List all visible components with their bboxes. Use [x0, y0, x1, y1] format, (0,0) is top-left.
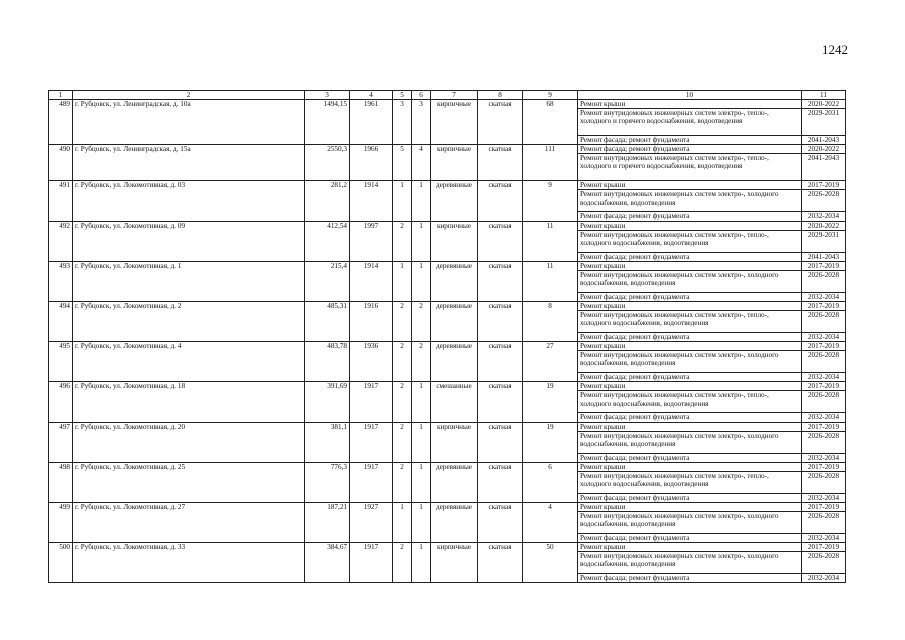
build-year: 1966: [350, 145, 393, 181]
residents: 27: [523, 342, 578, 382]
work-years: 2029-2031: [802, 230, 846, 252]
work-name: Ремонт фасада; ремонт фундамента: [578, 292, 802, 301]
work-years: 2032-2034: [802, 574, 846, 583]
column-number: 7: [431, 91, 478, 100]
total-area: 384,67: [305, 543, 350, 583]
row-number: 495: [49, 342, 73, 382]
row-number: 489: [49, 100, 73, 145]
build-year: 1917: [350, 382, 393, 422]
work-years: 2017-2019: [802, 181, 846, 190]
work-years: 2029-2031: [802, 109, 846, 136]
work-years: 2032-2034: [802, 413, 846, 422]
total-area: 281,2: [305, 181, 350, 221]
table-row: [49, 145, 846, 154]
work-years: 2017-2019: [802, 422, 846, 431]
wall-material: деревянные: [431, 342, 478, 382]
residents: 4: [523, 502, 578, 542]
roof-type: скатная: [478, 181, 523, 221]
work-name: Ремонт внутридомовых инженерных систем электро-, тепло-, холодного и горячего водоснабжения, водоотведения: [578, 154, 802, 181]
work-name: Ремонт фасада; ремонт фундамента: [578, 453, 802, 462]
row-number: 498: [49, 462, 73, 502]
roof-type: скатная: [478, 261, 523, 301]
address: г. Рубцовск, ул. Ленинградская, д. 10а: [73, 100, 305, 145]
wall-material: деревянные: [431, 301, 478, 341]
build-year: 1961: [350, 100, 393, 145]
build-year: 1914: [350, 261, 393, 301]
build-year: 1936: [350, 342, 393, 382]
work-years: 2017-2019: [802, 261, 846, 270]
table-row: [49, 221, 846, 230]
build-year: 1997: [350, 221, 393, 261]
column-number: 6: [412, 91, 431, 100]
residents: 50: [523, 543, 578, 583]
entrances: 4: [412, 145, 431, 181]
entrances: 1: [412, 502, 431, 542]
table-row: [49, 422, 846, 431]
work-name: Ремонт фасада; ремонт фундамента: [578, 333, 802, 342]
work-years: 2020-2022: [802, 100, 846, 109]
roof-type: скатная: [478, 382, 523, 422]
table-row: [49, 301, 846, 310]
floors: 2: [393, 462, 412, 502]
address: г. Рубцовск, ул. Локомотивная, д. 18: [73, 382, 305, 422]
wall-material: кирпичные: [431, 145, 478, 181]
roof-type: скатная: [478, 422, 523, 462]
address: г. Рубцовск, ул. Локомотивная, д. 25: [73, 462, 305, 502]
residents: 11: [523, 261, 578, 301]
floors: 1: [393, 181, 412, 221]
table-row: [49, 502, 846, 511]
wall-material: кирпичные: [431, 543, 478, 583]
work-years: 2017-2019: [802, 543, 846, 552]
work-years: 2026-2028: [802, 552, 846, 574]
work-name: Ремонт крыши: [578, 502, 802, 511]
total-area: 391,69: [305, 382, 350, 422]
work-name: Ремонт крыши: [578, 181, 802, 190]
residents: 19: [523, 422, 578, 462]
work-years: 2032-2034: [802, 493, 846, 502]
total-area: 412,54: [305, 221, 350, 261]
work-name: Ремонт крыши: [578, 462, 802, 471]
housing-repair-table: [48, 90, 846, 583]
work-name: Ремонт крыши: [578, 543, 802, 552]
work-years: 2020-2022: [802, 145, 846, 154]
work-years: 2026-2028: [802, 431, 846, 453]
work-years: 2026-2028: [802, 270, 846, 292]
work-years: 2017-2019: [802, 462, 846, 471]
row-number: 499: [49, 502, 73, 542]
residents: 19: [523, 382, 578, 422]
column-number: 1: [49, 91, 73, 100]
residents: 8: [523, 301, 578, 341]
column-number: 4: [350, 91, 393, 100]
row-number: 497: [49, 422, 73, 462]
row-number: 493: [49, 261, 73, 301]
work-name: Ремонт фасада; ремонт фундамента: [578, 212, 802, 221]
entrances: 1: [412, 181, 431, 221]
total-area: 483,78: [305, 342, 350, 382]
floors: 2: [393, 342, 412, 382]
build-year: 1917: [350, 422, 393, 462]
address: г. Рубцовск, ул. Локомотивная, д. 03: [73, 181, 305, 221]
work-name: Ремонт внутридомовых инженерных систем электро-, тепло-, холодного водоснабжения, водоотведения: [578, 391, 802, 413]
work-name: Ремонт внутридомовых инженерных систем электро-, холодного водоснабжения, водоотведения: [578, 431, 802, 453]
work-name: Ремонт внутридомовых инженерных систем электро-, тепло-, холодного и горячего водоснабжения, водоотведения: [578, 109, 802, 136]
work-name: Ремонт крыши: [578, 382, 802, 391]
row-number: 500: [49, 543, 73, 583]
work-name: Ремонт фасада; ремонт фундамента: [578, 493, 802, 502]
column-number: 5: [393, 91, 412, 100]
work-years: 2026-2028: [802, 311, 846, 333]
work-years: 2017-2019: [802, 502, 846, 511]
work-name: Ремонт внутридомовых инженерных систем электро-, тепло-, холодного водоснабжения, водоотведения: [578, 230, 802, 252]
table-row: [49, 342, 846, 351]
wall-material: кирпичные: [431, 221, 478, 261]
page-number: 1242: [822, 42, 848, 57]
work-years: 2017-2019: [802, 301, 846, 310]
table-row: [49, 543, 846, 552]
address: г. Рубцовск, ул. Локомотивная, д. 33: [73, 543, 305, 583]
work-years: 2032-2034: [802, 453, 846, 462]
build-year: 1914: [350, 181, 393, 221]
address: г. Рубцовск, ул. Ленинградская, д. 15а: [73, 145, 305, 181]
work-name: Ремонт крыши: [578, 342, 802, 351]
work-years: 2017-2019: [802, 382, 846, 391]
row-number: 491: [49, 181, 73, 221]
address: г. Рубцовск, ул. Локомотивная, д. 09: [73, 221, 305, 261]
table-body: [49, 91, 846, 583]
work-name: Ремонт внутридомовых инженерных систем электро-, холодного водоснабжения, водоотведения: [578, 351, 802, 373]
residents: 9: [523, 181, 578, 221]
wall-material: смешанные: [431, 382, 478, 422]
floors: 2: [393, 221, 412, 261]
work-years: 2032-2034: [802, 373, 846, 382]
work-years: 2026-2028: [802, 391, 846, 413]
total-area: 381,1: [305, 422, 350, 462]
entrances: 1: [412, 543, 431, 583]
work-name: Ремонт фасада; ремонт фундамента: [578, 413, 802, 422]
address: г. Рубцовск, ул. Локомотивная, д. 2: [73, 301, 305, 341]
column-number: 3: [305, 91, 350, 100]
floors: 2: [393, 422, 412, 462]
total-area: 485,31: [305, 301, 350, 341]
total-area: 187,21: [305, 502, 350, 542]
work-years: 2026-2028: [802, 351, 846, 373]
roof-type: скатная: [478, 221, 523, 261]
entrances: 1: [412, 422, 431, 462]
wall-material: деревянные: [431, 502, 478, 542]
column-number-row: [49, 91, 846, 100]
work-name: Ремонт внутридомовых инженерных систем электро-, тепло-, холодного водоснабжения, водоотведения: [578, 471, 802, 493]
entrances: 1: [412, 261, 431, 301]
wall-material: кирпичные: [431, 422, 478, 462]
residents: 68: [523, 100, 578, 145]
floors: 1: [393, 502, 412, 542]
table-row: [49, 100, 846, 109]
wall-material: кирпичные: [431, 100, 478, 145]
work-name: Ремонт фасада; ремонт фундамента: [578, 252, 802, 261]
roof-type: скатная: [478, 301, 523, 341]
work-name: Ремонт внутридомовых инженерных систем электро-, тепло-, холодного водоснабжения, водоотведения: [578, 311, 802, 333]
work-name: Ремонт фасада; ремонт фундамента: [578, 136, 802, 145]
work-years: 2026-2028: [802, 190, 846, 212]
roof-type: скатная: [478, 543, 523, 583]
work-years: 2041-2043: [802, 252, 846, 261]
roof-type: скатная: [478, 462, 523, 502]
entrances: 1: [412, 462, 431, 502]
residents: 11: [523, 221, 578, 261]
roof-type: скатная: [478, 145, 523, 181]
column-number: 9: [523, 91, 578, 100]
work-years: 2032-2034: [802, 212, 846, 221]
total-area: 215,4: [305, 261, 350, 301]
address: г. Рубцовск, ул. Локомотивная, д. 4: [73, 342, 305, 382]
work-name: Ремонт фасада; ремонт фундамента: [578, 373, 802, 382]
total-area: 2550,3: [305, 145, 350, 181]
work-years: 2026-2028: [802, 471, 846, 493]
roof-type: скатная: [478, 342, 523, 382]
row-number: 494: [49, 301, 73, 341]
wall-material: деревянные: [431, 462, 478, 502]
floors: 1: [393, 261, 412, 301]
work-years: 2032-2034: [802, 333, 846, 342]
entrances: 1: [412, 221, 431, 261]
column-number: 8: [478, 91, 523, 100]
work-years: 2017-2019: [802, 342, 846, 351]
work-years: 2026-2028: [802, 511, 846, 533]
work-years: 2032-2034: [802, 533, 846, 542]
residents: 111: [523, 145, 578, 181]
work-years: 2032-2034: [802, 292, 846, 301]
entrances: 1: [412, 382, 431, 422]
row-number: 490: [49, 145, 73, 181]
build-year: 1917: [350, 462, 393, 502]
work-name: Ремонт фасада; ремонт фундамента: [578, 533, 802, 542]
floors: 2: [393, 301, 412, 341]
address: г. Рубцовск, ул. Локомотивная, д. 27: [73, 502, 305, 542]
build-year: 1927: [350, 502, 393, 542]
table-row: [49, 382, 846, 391]
work-name: Ремонт внутридомовых инженерных систем электро-, холодного водоснабжения, водоотведения: [578, 270, 802, 292]
work-name: Ремонт внутридомовых инженерных систем электро-, холодного водоснабжения, водоотведения: [578, 511, 802, 533]
work-name: Ремонт крыши: [578, 221, 802, 230]
work-name: Ремонт фасада; ремонт фундамента: [578, 145, 802, 154]
total-area: 1494,15: [305, 100, 350, 145]
address: г. Рубцовск, ул. Локомотивная, д. 20: [73, 422, 305, 462]
roof-type: скатная: [478, 100, 523, 145]
work-name: Ремонт крыши: [578, 301, 802, 310]
work-name: Ремонт внутридомовых инженерных систем электро-, холодного водоснабжения, водоотведения: [578, 190, 802, 212]
table-row: [49, 181, 846, 190]
entrances: 2: [412, 342, 431, 382]
work-name: Ремонт фасада; ремонт фундамента: [578, 574, 802, 583]
entrances: 3: [412, 100, 431, 145]
work-name: Ремонт крыши: [578, 100, 802, 109]
row-number: 492: [49, 221, 73, 261]
floors: 5: [393, 145, 412, 181]
work-years: 2041-2043: [802, 136, 846, 145]
total-area: 776,3: [305, 462, 350, 502]
work-name: Ремонт внутридомовых инженерных систем электро-, холодного водоснабжения, водоотведения: [578, 552, 802, 574]
column-number: 10: [578, 91, 802, 100]
table-row: [49, 462, 846, 471]
entrances: 2: [412, 301, 431, 341]
row-number: 496: [49, 382, 73, 422]
wall-material: деревянные: [431, 181, 478, 221]
work-name: Ремонт крыши: [578, 422, 802, 431]
column-number: 11: [802, 91, 846, 100]
residents: 6: [523, 462, 578, 502]
floors: 3: [393, 100, 412, 145]
wall-material: деревянные: [431, 261, 478, 301]
roof-type: скатная: [478, 502, 523, 542]
build-year: 1916: [350, 301, 393, 341]
work-name: Ремонт крыши: [578, 261, 802, 270]
floors: 2: [393, 543, 412, 583]
table-row: [49, 261, 846, 270]
work-years: 2020-2022: [802, 221, 846, 230]
build-year: 1917: [350, 543, 393, 583]
address: г. Рубцовск, ул. Локомотивная, д. 1: [73, 261, 305, 301]
floors: 2: [393, 382, 412, 422]
column-number: 2: [73, 91, 305, 100]
work-years: 2041-2043: [802, 154, 846, 181]
